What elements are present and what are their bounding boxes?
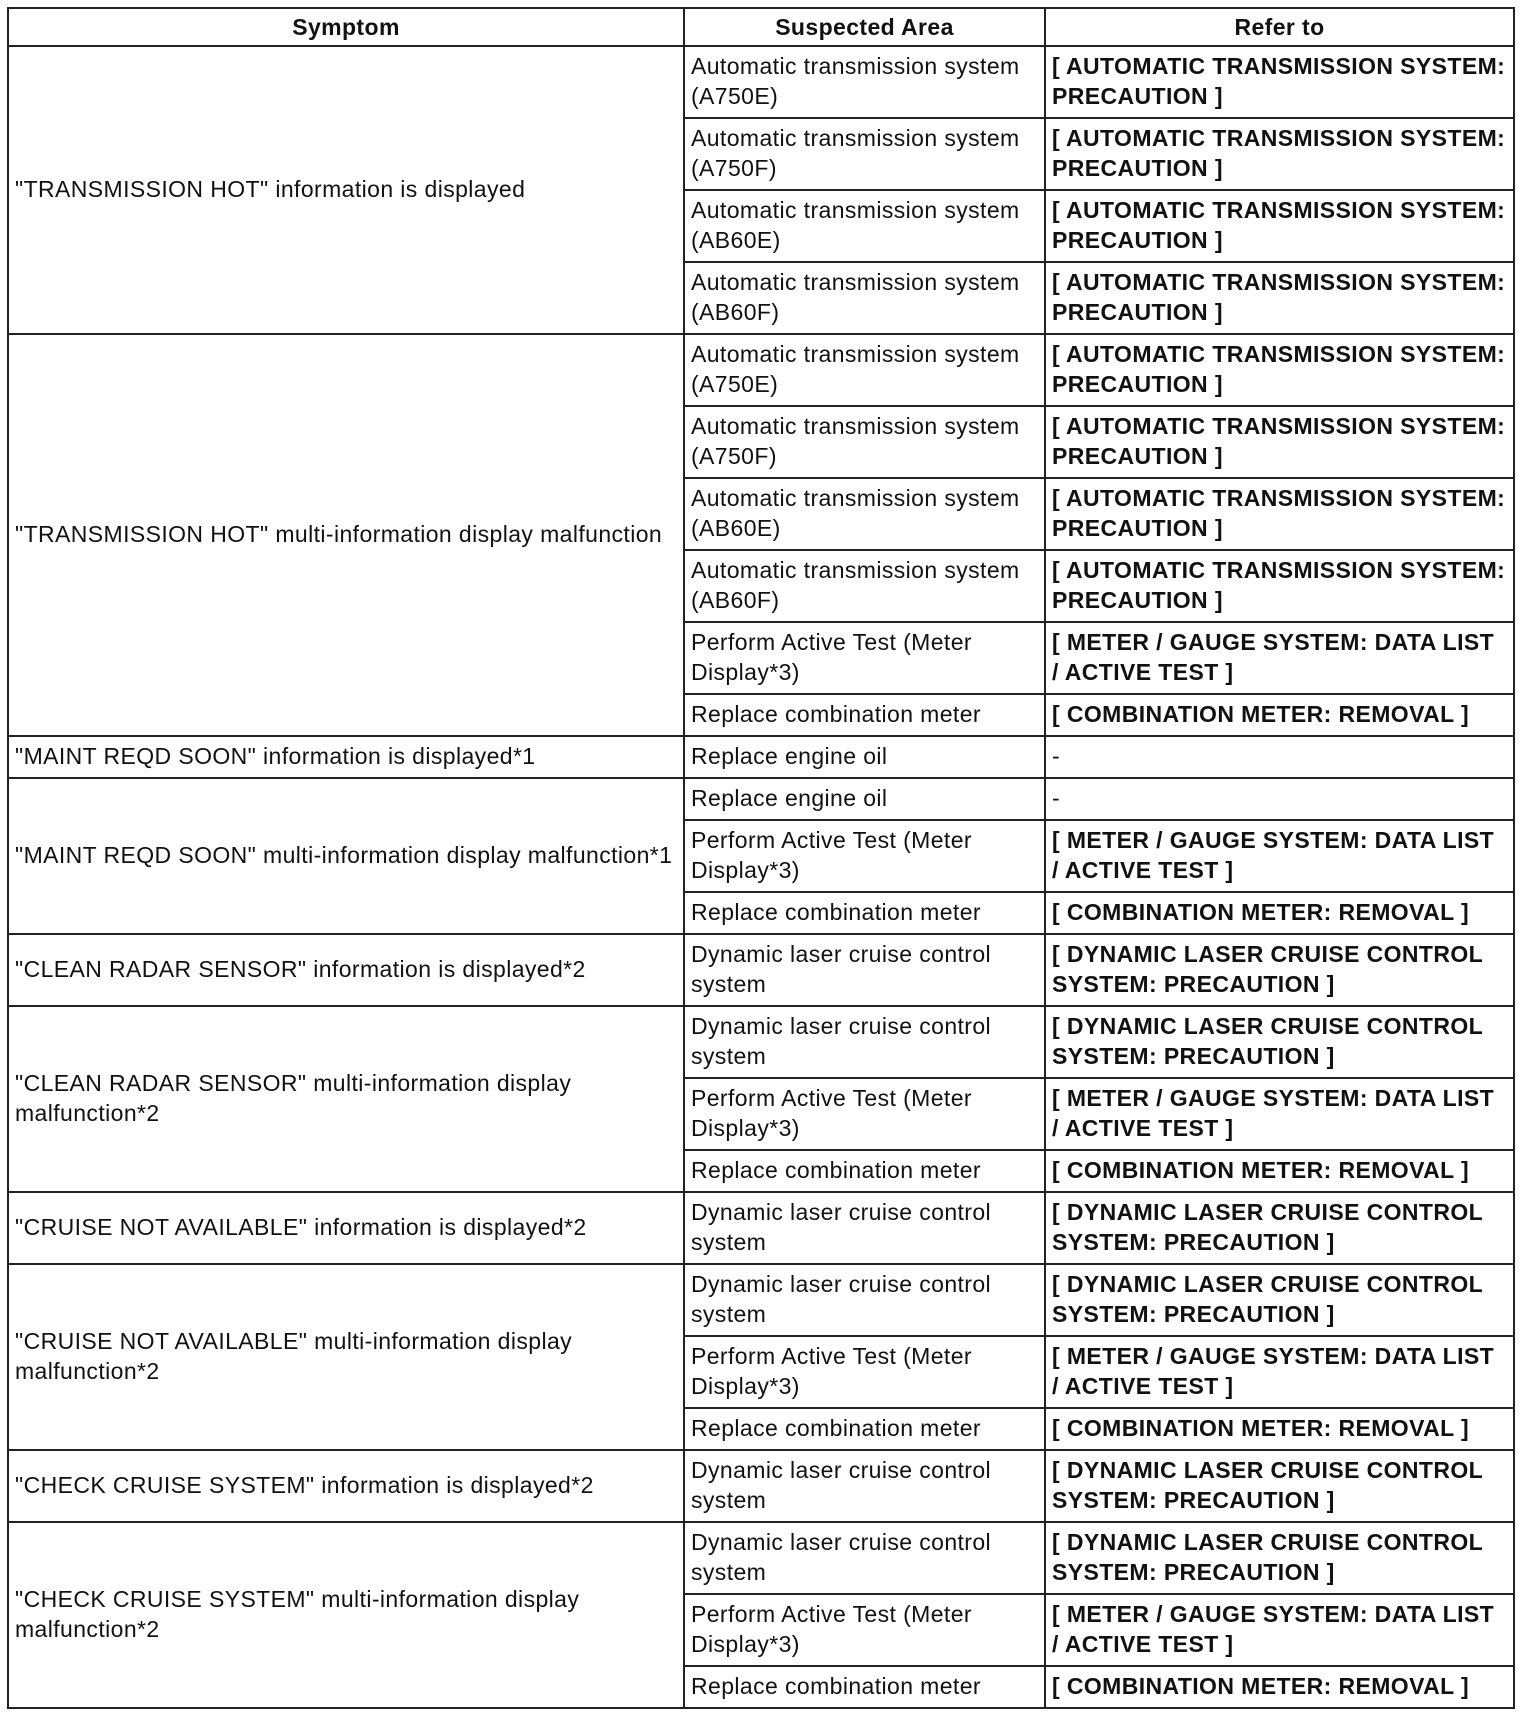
refer-to-cell[interactable]: [ AUTOMATIC TRANSMISSION SYSTEM: PRECAUTION ] (1045, 478, 1514, 550)
refer-to-cell[interactable]: [ METER / GAUGE SYSTEM: DATA LIST / ACTIVE TEST ] (1045, 1336, 1514, 1408)
refer-to-cell[interactable]: [ AUTOMATIC TRANSMISSION SYSTEM: PRECAUTION ] (1045, 406, 1514, 478)
refer-to-header: Refer to (1045, 8, 1514, 46)
suspected-area-cell: Replace combination meter (684, 1408, 1045, 1450)
refer-to-cell[interactable]: [ DYNAMIC LASER CRUISE CONTROL SYSTEM: PRECAUTION ] (1045, 1264, 1514, 1336)
suspected-area-cell: Replace combination meter (684, 694, 1045, 736)
refer-to-cell[interactable]: [ METER / GAUGE SYSTEM: DATA LIST / ACTIVE TEST ] (1045, 1594, 1514, 1666)
suspected-area-cell: Perform Active Test (Meter Display*3) (684, 1078, 1045, 1150)
suspected-area-cell: Replace combination meter (684, 892, 1045, 934)
refer-to-cell[interactable]: [ AUTOMATIC TRANSMISSION SYSTEM: PRECAUTION ] (1045, 118, 1514, 190)
refer-to-cell: - (1045, 778, 1514, 820)
suspected-area-cell: Replace engine oil (684, 778, 1045, 820)
suspected-area-cell: Dynamic laser cruise control system (684, 1264, 1045, 1336)
header-row (8, 8, 1514, 46)
suspected-area-cell: Dynamic laser cruise control system (684, 1192, 1045, 1264)
refer-to-cell[interactable]: [ DYNAMIC LASER CRUISE CONTROL SYSTEM: PRECAUTION ] (1045, 1192, 1514, 1264)
suspected-area-cell: Perform Active Test (Meter Display*3) (684, 622, 1045, 694)
suspected-area-cell: Automatic transmission system (A750E) (684, 46, 1045, 118)
suspected-area-header: Suspected Area (684, 8, 1045, 46)
refer-to-cell[interactable]: [ METER / GAUGE SYSTEM: DATA LIST / ACTIVE TEST ] (1045, 1078, 1514, 1150)
suspected-area-cell: Automatic transmission system (AB60F) (684, 550, 1045, 622)
suspected-area-cell: Perform Active Test (Meter Display*3) (684, 1594, 1045, 1666)
symptom-cell: "MAINT REQD SOON" multi-information display malfunction*1 (8, 778, 684, 934)
table-row (8, 778, 1514, 820)
refer-to-cell[interactable]: [ COMBINATION METER: REMOVAL ] (1045, 1150, 1514, 1192)
suspected-area-cell: Automatic transmission system (AB60F) (684, 262, 1045, 334)
refer-to-cell[interactable]: [ COMBINATION METER: REMOVAL ] (1045, 1666, 1514, 1708)
symptom-cell: "CRUISE NOT AVAILABLE" information is displayed*2 (8, 1192, 684, 1264)
suspected-area-cell: Dynamic laser cruise control system (684, 1006, 1045, 1078)
suspected-area-cell: Automatic transmission system (A750F) (684, 406, 1045, 478)
table-row (8, 1006, 1514, 1078)
symptom-cell: "TRANSMISSION HOT" information is displayed (8, 46, 684, 334)
suspected-area-cell: Perform Active Test (Meter Display*3) (684, 820, 1045, 892)
refer-to-cell[interactable]: [ AUTOMATIC TRANSMISSION SYSTEM: PRECAUTION ] (1045, 46, 1514, 118)
suspected-area-cell: Replace combination meter (684, 1666, 1045, 1708)
suspected-area-cell: Dynamic laser cruise control system (684, 934, 1045, 1006)
suspected-area-cell: Dynamic laser cruise control system (684, 1450, 1045, 1522)
refer-to-cell[interactable]: [ AUTOMATIC TRANSMISSION SYSTEM: PRECAUTION ] (1045, 262, 1514, 334)
symptom-cell: "CHECK CRUISE SYSTEM" multi-information display malfunction*2 (8, 1522, 684, 1708)
table-row (8, 1450, 1514, 1522)
suspected-area-cell: Automatic transmission system (AB60E) (684, 478, 1045, 550)
refer-to-cell[interactable]: [ METER / GAUGE SYSTEM: DATA LIST / ACTIVE TEST ] (1045, 820, 1514, 892)
suspected-area-cell: Automatic transmission system (A750E) (684, 334, 1045, 406)
symptom-cell: "CLEAN RADAR SENSOR" information is displayed*2 (8, 934, 684, 1006)
symptom-header: Symptom (8, 8, 684, 46)
refer-to-cell[interactable]: [ DYNAMIC LASER CRUISE CONTROL SYSTEM: PRECAUTION ] (1045, 934, 1514, 1006)
refer-to-cell[interactable]: [ AUTOMATIC TRANSMISSION SYSTEM: PRECAUTION ] (1045, 190, 1514, 262)
symptom-cell: "MAINT REQD SOON" information is displayed*1 (8, 736, 684, 778)
refer-to-cell[interactable]: [ COMBINATION METER: REMOVAL ] (1045, 892, 1514, 934)
refer-to-cell[interactable]: [ AUTOMATIC TRANSMISSION SYSTEM: PRECAUTION ] (1045, 334, 1514, 406)
refer-to-cell[interactable]: [ COMBINATION METER: REMOVAL ] (1045, 1408, 1514, 1450)
table-row (8, 736, 1514, 778)
table-row (8, 934, 1514, 1006)
refer-to-cell[interactable]: [ COMBINATION METER: REMOVAL ] (1045, 694, 1514, 736)
suspected-area-cell: Dynamic laser cruise control system (684, 1522, 1045, 1594)
table-row (8, 1522, 1514, 1594)
table-row (8, 1192, 1514, 1264)
symptom-cell: "CLEAN RADAR SENSOR" multi-information display malfunction*2 (8, 1006, 684, 1192)
refer-to-cell[interactable]: [ DYNAMIC LASER CRUISE CONTROL SYSTEM: PRECAUTION ] (1045, 1522, 1514, 1594)
refer-to-cell[interactable]: [ AUTOMATIC TRANSMISSION SYSTEM: PRECAUTION ] (1045, 550, 1514, 622)
refer-to-cell[interactable]: [ DYNAMIC LASER CRUISE CONTROL SYSTEM: PRECAUTION ] (1045, 1006, 1514, 1078)
symptom-cell: "CRUISE NOT AVAILABLE" multi-information display malfunction*2 (8, 1264, 684, 1450)
refer-to-cell: - (1045, 736, 1514, 778)
symptom-table (7, 7, 1515, 1709)
table-row (8, 46, 1514, 118)
suspected-area-cell: Replace engine oil (684, 736, 1045, 778)
symptom-cell: "TRANSMISSION HOT" multi-information display malfunction (8, 334, 684, 736)
suspected-area-cell: Perform Active Test (Meter Display*3) (684, 1336, 1045, 1408)
refer-to-cell[interactable]: [ METER / GAUGE SYSTEM: DATA LIST / ACTIVE TEST ] (1045, 622, 1514, 694)
document-page (7, 7, 1515, 1709)
suspected-area-cell: Automatic transmission system (AB60E) (684, 190, 1045, 262)
symptom-cell: "CHECK CRUISE SYSTEM" information is displayed*2 (8, 1450, 684, 1522)
table-body (8, 46, 1514, 1708)
suspected-area-cell: Replace combination meter (684, 1150, 1045, 1192)
suspected-area-cell: Automatic transmission system (A750F) (684, 118, 1045, 190)
refer-to-cell[interactable]: [ DYNAMIC LASER CRUISE CONTROL SYSTEM: PRECAUTION ] (1045, 1450, 1514, 1522)
table-row (8, 334, 1514, 406)
table-row (8, 1264, 1514, 1336)
